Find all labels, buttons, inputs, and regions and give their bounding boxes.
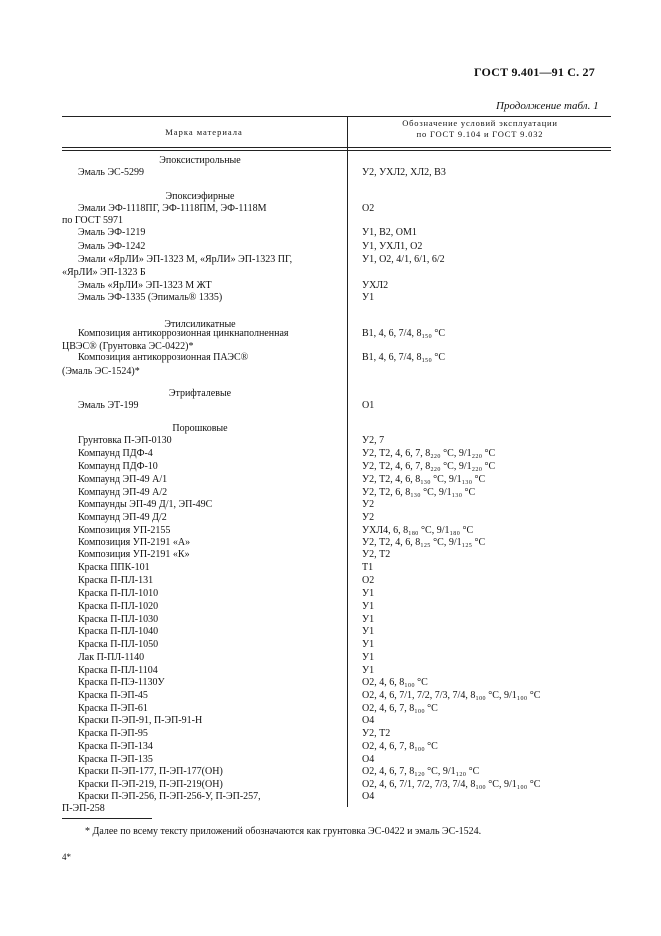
footnote: * Далее по всему тексту приложений обозначаются как грунтовка ЭС-0422 и эмаль ЭС-1524.: [85, 826, 482, 837]
conditions-cell: О2, 4, 6, 7/1, 7/2, 7/3, 7/4, 8₁₀₀ °С, 9/1₁₀₀ °С: [362, 779, 541, 790]
material-cell: Композиция УП-2155: [78, 525, 171, 536]
conditions-cell: У2, Т2, 6, 8₁₃₀ °С, 9/1₁₃₀ °С: [362, 487, 476, 498]
conditions-cell: У2, Т2, 4, 6, 8₁₂₅ °С, 9/1₁₂₅ °С: [362, 537, 486, 548]
table-row: [0, 327, 661, 340]
table-row: [0, 714, 661, 727]
conditions-cell: О1: [362, 400, 375, 411]
material-cell: Краска П-ПЛ-1104: [78, 665, 158, 676]
material-cell: «ЯрЛИ» ЭП-1323 Б: [62, 267, 146, 278]
conditions-cell: У2, Т2, 4, 6, 8₁₃₀ °С, 9/1₁₃₀ °С: [362, 474, 486, 485]
material-cell: Компаунд ЭП-49 Д/2: [78, 512, 167, 523]
material-cell: Краски П-ЭП-256, П-ЭП-256-У, П-ЭП-257,: [78, 791, 261, 802]
material-cell: Краска П-ПЛ-1040: [78, 626, 159, 637]
conditions-cell: У2, УХЛ2, ХЛ2, В3: [362, 167, 446, 178]
material-cell: Этрифталевые: [168, 388, 232, 399]
material-cell: Краска П-ПЭ-1130У: [78, 677, 165, 688]
material-cell: Эпоксистирольные: [159, 155, 241, 166]
table-row: [0, 351, 661, 364]
table-row: [0, 498, 661, 511]
footnote-rule: [62, 818, 152, 819]
table-row: [0, 638, 661, 651]
material-cell: Краска П-ПЛ-131: [78, 575, 154, 586]
material-cell: Компаунд ПДФ-10: [78, 461, 158, 472]
material-cell: по ГОСТ 5971: [62, 215, 124, 226]
material-cell: Эмаль «ЯрЛИ» ЭП-1323 М ЖТ: [78, 280, 212, 291]
table-row: [0, 561, 661, 574]
material-cell: Краска П-ПЛ-1010: [78, 588, 159, 599]
material-cell: Эмаль ЭТ-199: [78, 400, 139, 411]
material-cell: Эмаль ЭФ-1242: [78, 241, 146, 252]
table-row: [0, 291, 661, 304]
material-cell: Эпоксиэфирные: [165, 191, 235, 202]
material-cell: Эмали «ЯрЛИ» ЭП-1323 М, «ЯрЛИ» ЭП-1323 ПГ,: [78, 254, 293, 265]
table-row: [0, 266, 661, 279]
table-row: [0, 587, 661, 600]
material-cell: ЦВЭС® (Грунтовка ЭС-0422)*: [62, 341, 194, 352]
conditions-cell: У2, Т2, 4, 6, 7, 8₂₂₀ °С, 9/1₂₂₀ °С: [362, 461, 496, 472]
table-row: [0, 434, 661, 447]
conditions-cell: У2, 7: [362, 435, 385, 446]
material-cell: Порошковые: [172, 423, 228, 434]
conditions-cell: У2: [362, 512, 375, 523]
conditions-cell: О2, 4, 6, 7, 8₁₀₀ °С: [362, 703, 438, 714]
table-row: [0, 802, 661, 815]
conditions-cell: О2: [362, 575, 375, 586]
conditions-cell: УХЛ4, 6, 8₁₈₀ °С, 9/1₁₈₀ °С: [362, 525, 474, 536]
material-cell: Эмаль ЭФ-1219: [78, 227, 146, 238]
material-cell: Композиция УП-2191 «А»: [78, 537, 191, 548]
table-row: [0, 166, 661, 179]
table-row: [0, 226, 661, 239]
page-mark: 4*: [62, 852, 71, 862]
material-cell: Краска П-ПЛ-1030: [78, 614, 159, 625]
material-cell: Краски П-ЭП-177, П-ЭП-177(ОН): [78, 766, 223, 777]
material-cell: Компаунд ПДФ-4: [78, 448, 153, 459]
table-row: [0, 740, 661, 753]
conditions-cell: В1, 4, 6, 7/4, 8₁₅₀ °С: [362, 328, 446, 339]
material-cell: Краска П-ЭП-95: [78, 728, 148, 739]
material-cell: Композиция антикоррозионная ПАЭС®: [78, 352, 249, 363]
conditions-cell: У2, Т2: [362, 549, 391, 560]
conditions-cell: У1: [362, 626, 375, 637]
material-cell: Грунтовка П-ЭП-0130: [78, 435, 172, 446]
table-row: [0, 253, 661, 266]
material-cell: Компаунды ЭП-49 Д/1, ЭП-49С: [78, 499, 213, 510]
material-cell: (Эмаль ЭС-1524)*: [62, 366, 140, 377]
table-row: [0, 676, 661, 689]
table-top-rule: [62, 116, 611, 117]
material-cell: Эмали ЭФ-1118ПГ, ЭФ-1118ПМ, ЭФ-1118М: [78, 203, 267, 214]
table-row: [0, 689, 661, 702]
column-header-material: Марка материала: [165, 127, 243, 137]
conditions-cell: У1, В2, ОМ1: [362, 227, 417, 238]
conditions-cell: О4: [362, 791, 375, 802]
material-cell: Эмаль ЭС-5299: [78, 167, 145, 178]
conditions-cell: О2, 4, 6, 7/1, 7/2, 7/3, 7/4, 8₁₀₀ °С, 9/1₁₀₀ °С: [362, 690, 541, 701]
conditions-cell: О2, 4, 6, 8₁₀₀ °С: [362, 677, 428, 688]
material-cell: Этилсиликатные: [164, 319, 236, 330]
material-cell: Краска П-ЭП-134: [78, 741, 153, 752]
conditions-cell: У2: [362, 499, 375, 510]
conditions-cell: Т1: [362, 562, 374, 573]
conditions-cell: У2, Т2: [362, 728, 391, 739]
table-row: [0, 574, 661, 587]
material-cell: Композиция УП-2191 «К»: [78, 549, 190, 560]
material-cell: Краска П-ПЛ-1050: [78, 639, 159, 650]
conditions-cell: О2, 4, 6, 7, 8₁₂₀ °С, 9/1₁₂₀ °С: [362, 766, 480, 777]
conditions-cell: У1, УХЛ1, О2: [362, 241, 423, 252]
conditions-cell: О4: [362, 715, 375, 726]
material-cell: Лак П-ПЛ-1140: [78, 652, 145, 663]
header-rule-double: [62, 150, 611, 151]
material-cell: Краски П-ЭП-91, П-ЭП-91-Н: [78, 715, 203, 726]
table-row: [0, 365, 661, 378]
material-cell: Компаунд ЭП-49 А/2: [78, 487, 168, 498]
material-cell: Эмаль ЭФ-1335 (Эпималь® 1335): [78, 292, 223, 303]
table-row: [0, 765, 661, 778]
conditions-cell: У1, О2, 4/1, 6/1, 6/2: [362, 254, 445, 265]
table-row: [0, 727, 661, 740]
material-cell: П-ЭП-258: [62, 803, 105, 814]
column-header-conditions-line2: по ГОСТ 9.104 и ГОСТ 9.032: [416, 129, 544, 139]
material-cell: Краски П-ЭП-219, П-ЭП-219(ОН): [78, 779, 223, 790]
conditions-cell: О2, 4, 6, 7, 8₁₀₀ °С: [362, 741, 438, 752]
conditions-cell: УХЛ2: [362, 280, 389, 291]
conditions-cell: У1: [362, 614, 375, 625]
material-cell: Краска П-ЭП-61: [78, 703, 148, 714]
conditions-cell: О4: [362, 754, 375, 765]
column-header-conditions: [350, 118, 610, 140]
table-row: [0, 651, 661, 664]
conditions-cell: У1: [362, 665, 375, 676]
table-row: [0, 447, 661, 460]
table-continuation-label: Продолжение табл. 1: [496, 100, 599, 112]
material-cell: Краска ППК-101: [78, 562, 150, 573]
material-cell: Компаунд ЭП-49 А/1: [78, 474, 168, 485]
conditions-cell: В1, 4, 6, 7/4, 8₁₅₀ °С: [362, 352, 446, 363]
conditions-cell: У1: [362, 601, 375, 612]
page-title: ГОСТ 9.401—91 С. 27: [474, 65, 595, 79]
table-row: [0, 460, 661, 473]
conditions-cell: О2: [362, 203, 375, 214]
conditions-cell: У1: [362, 292, 375, 303]
table-row: [0, 399, 661, 412]
material-cell: Краска П-ЭП-45: [78, 690, 148, 701]
table-row: [0, 548, 661, 561]
table-row: [0, 240, 661, 253]
conditions-cell: У1: [362, 639, 375, 650]
conditions-cell: У2, Т2, 4, 6, 7, 8₂₂₀ °С, 9/1₂₂₀ °С: [362, 448, 496, 459]
table-row: [0, 625, 661, 638]
conditions-cell: У1: [362, 588, 375, 599]
column-header-conditions-line1: Обозначение условий эксплуатации: [402, 118, 558, 128]
material-cell: Краска П-ЭП-135: [78, 754, 153, 765]
material-cell: Композиция антикоррозионная цинкнаполненная: [78, 328, 289, 339]
table-row: [0, 511, 661, 524]
material-cell: Краска П-ПЛ-1020: [78, 601, 159, 612]
header-rule: [62, 147, 611, 148]
table-row: [0, 600, 661, 613]
conditions-cell: У1: [362, 652, 375, 663]
table-row: [0, 473, 661, 486]
